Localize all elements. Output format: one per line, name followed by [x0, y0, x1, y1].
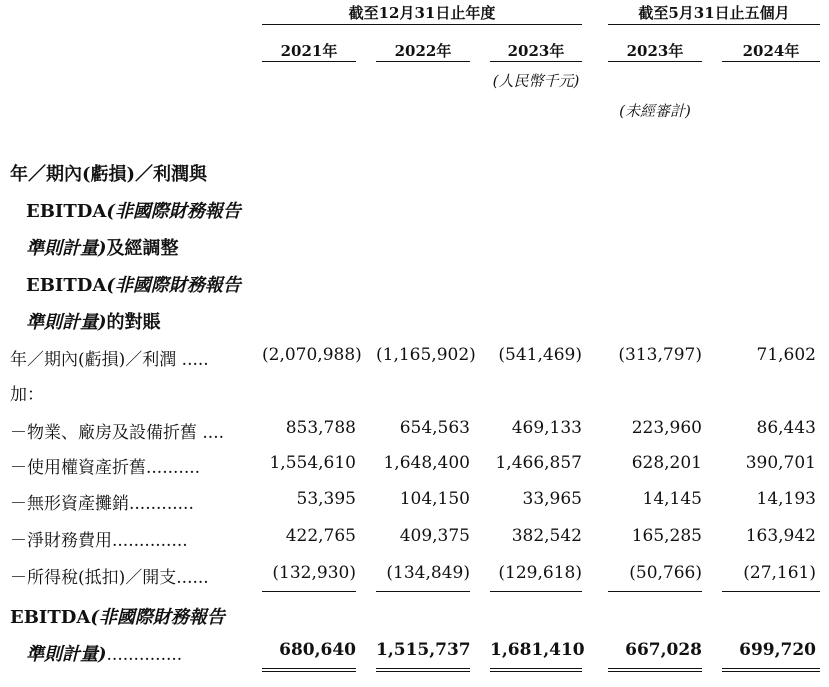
cell-rou-2023: 1,466,857: [495, 453, 582, 473]
group-header-fiscal-year: 截至12月31日止年度: [348, 4, 496, 22]
cell-intangible-2023: 33,965: [522, 489, 582, 509]
total-ebitda-2023: 1,681,410: [490, 640, 585, 660]
total-double-rule-2022: [376, 668, 470, 672]
cell-finance-2023: 382,542: [511, 526, 582, 546]
cell-intangible-2024-5m: 14,193: [756, 489, 816, 509]
unaudited-note: (未經審計): [619, 102, 691, 120]
cell-profit-loss-2023: (541,469): [498, 345, 582, 365]
section-heading-line-5: 準則計量)的對賬: [26, 312, 161, 333]
subtotal-rule-2023-5m: [608, 591, 702, 592]
cell-intangible-2021: 53,395: [296, 489, 356, 509]
total-label-line-2: 準則計量)..............: [26, 644, 183, 665]
group-underline-fiscal-year: [262, 24, 582, 25]
subtotal-rule-2022: [376, 591, 470, 592]
year-underline-2023-5m: [608, 61, 702, 62]
cell-profit-loss-2023-5m: (313,797): [618, 345, 702, 365]
total-ebitda-2021: 680,640: [279, 640, 356, 660]
total-double-rule-2023: [490, 668, 582, 672]
section-heading-line-3: 準則計量)及經調整: [26, 238, 179, 259]
cell-rou-2022: 1,648,400: [383, 453, 470, 473]
cell-tax-2023: (129,618): [498, 563, 582, 583]
year-header-2022: 2022年: [394, 42, 452, 60]
year-header-2023-5m: 2023年: [626, 42, 684, 60]
year-header-2024-5m: 2024年: [742, 42, 800, 60]
cell-tax-2021: (132,930): [272, 563, 356, 583]
cell-rou-2024-5m: 390,701: [745, 453, 816, 473]
section-heading-line-2: EBITDA(非國際財務報告: [26, 201, 241, 222]
row-label-income-tax: －所得稅(抵扣)／開支......: [10, 568, 209, 588]
cell-intangible-2022: 104,150: [399, 489, 470, 509]
cell-ppe-2022: 654,563: [399, 418, 470, 438]
total-ebitda-2023-5m: 667,028: [625, 640, 702, 660]
group-header-five-months: 截至5月31日止五個月: [638, 4, 790, 22]
cell-tax-2023-5m: (50,766): [629, 563, 702, 583]
row-label-rou-depreciation: －使用權資產折舊..........: [10, 458, 201, 478]
total-label-line-1: EBITDA(非國際財務報告: [10, 607, 225, 628]
cell-ppe-2021: 853,788: [285, 418, 356, 438]
row-label-add: 加：: [10, 385, 44, 405]
subtotal-rule-2021: [262, 591, 356, 592]
subtotal-rule-2023: [490, 591, 582, 592]
cell-profit-loss-2022: (1,165,902): [376, 345, 476, 365]
row-label-net-finance-cost: －淨財務費用..............: [10, 531, 188, 551]
year-underline-2023: [490, 61, 582, 62]
cell-finance-2023-5m: 165,285: [631, 526, 702, 546]
cell-profit-loss-2024-5m: 71,602: [756, 345, 816, 365]
cell-finance-2022: 409,375: [399, 526, 470, 546]
row-label-profit-loss: 年／期內(虧損)／利潤 .....: [10, 350, 209, 370]
row-label-ppe-depreciation: －物業、廠房及設備折舊 ....: [10, 423, 225, 443]
cell-rou-2023-5m: 628,201: [631, 453, 702, 473]
cell-profit-loss-2021: (2,070,988): [262, 345, 362, 365]
year-underline-2022: [376, 61, 470, 62]
cell-tax-2024-5m: (27,161): [743, 563, 816, 583]
cell-rou-2021: 1,554,610: [269, 453, 356, 473]
group-underline-five-months: [608, 24, 820, 25]
subtotal-rule-2024-5m: [722, 591, 820, 592]
cell-ppe-2023: 469,133: [511, 418, 582, 438]
row-label-intangible-amortisation: －無形資產攤銷............: [10, 494, 194, 514]
cell-finance-2021: 422,765: [285, 526, 356, 546]
cell-finance-2024-5m: 163,942: [745, 526, 816, 546]
section-heading-line-1: 年／期內(虧損)／利潤與: [10, 164, 208, 185]
total-ebitda-2022: 1,515,737: [376, 640, 471, 660]
section-heading-line-4: EBITDA(非國際財務報告: [26, 275, 241, 296]
year-header-2023: 2023年: [507, 42, 565, 60]
year-underline-2021: [262, 61, 356, 62]
total-ebitda-2024-5m: 699,720: [739, 640, 816, 660]
cell-ppe-2024-5m: 86,443: [756, 418, 816, 438]
year-underline-2024-5m: [722, 61, 820, 62]
cell-intangible-2023-5m: 14,145: [642, 489, 702, 509]
unit-note: (人民幣千元): [492, 72, 580, 90]
cell-ppe-2023-5m: 223,960: [631, 418, 702, 438]
total-double-rule-2024-5m: [722, 668, 820, 672]
year-header-2021: 2021年: [280, 42, 338, 60]
total-double-rule-2021: [262, 668, 356, 672]
cell-tax-2022: (134,849): [386, 563, 470, 583]
total-double-rule-2023-5m: [608, 668, 702, 672]
